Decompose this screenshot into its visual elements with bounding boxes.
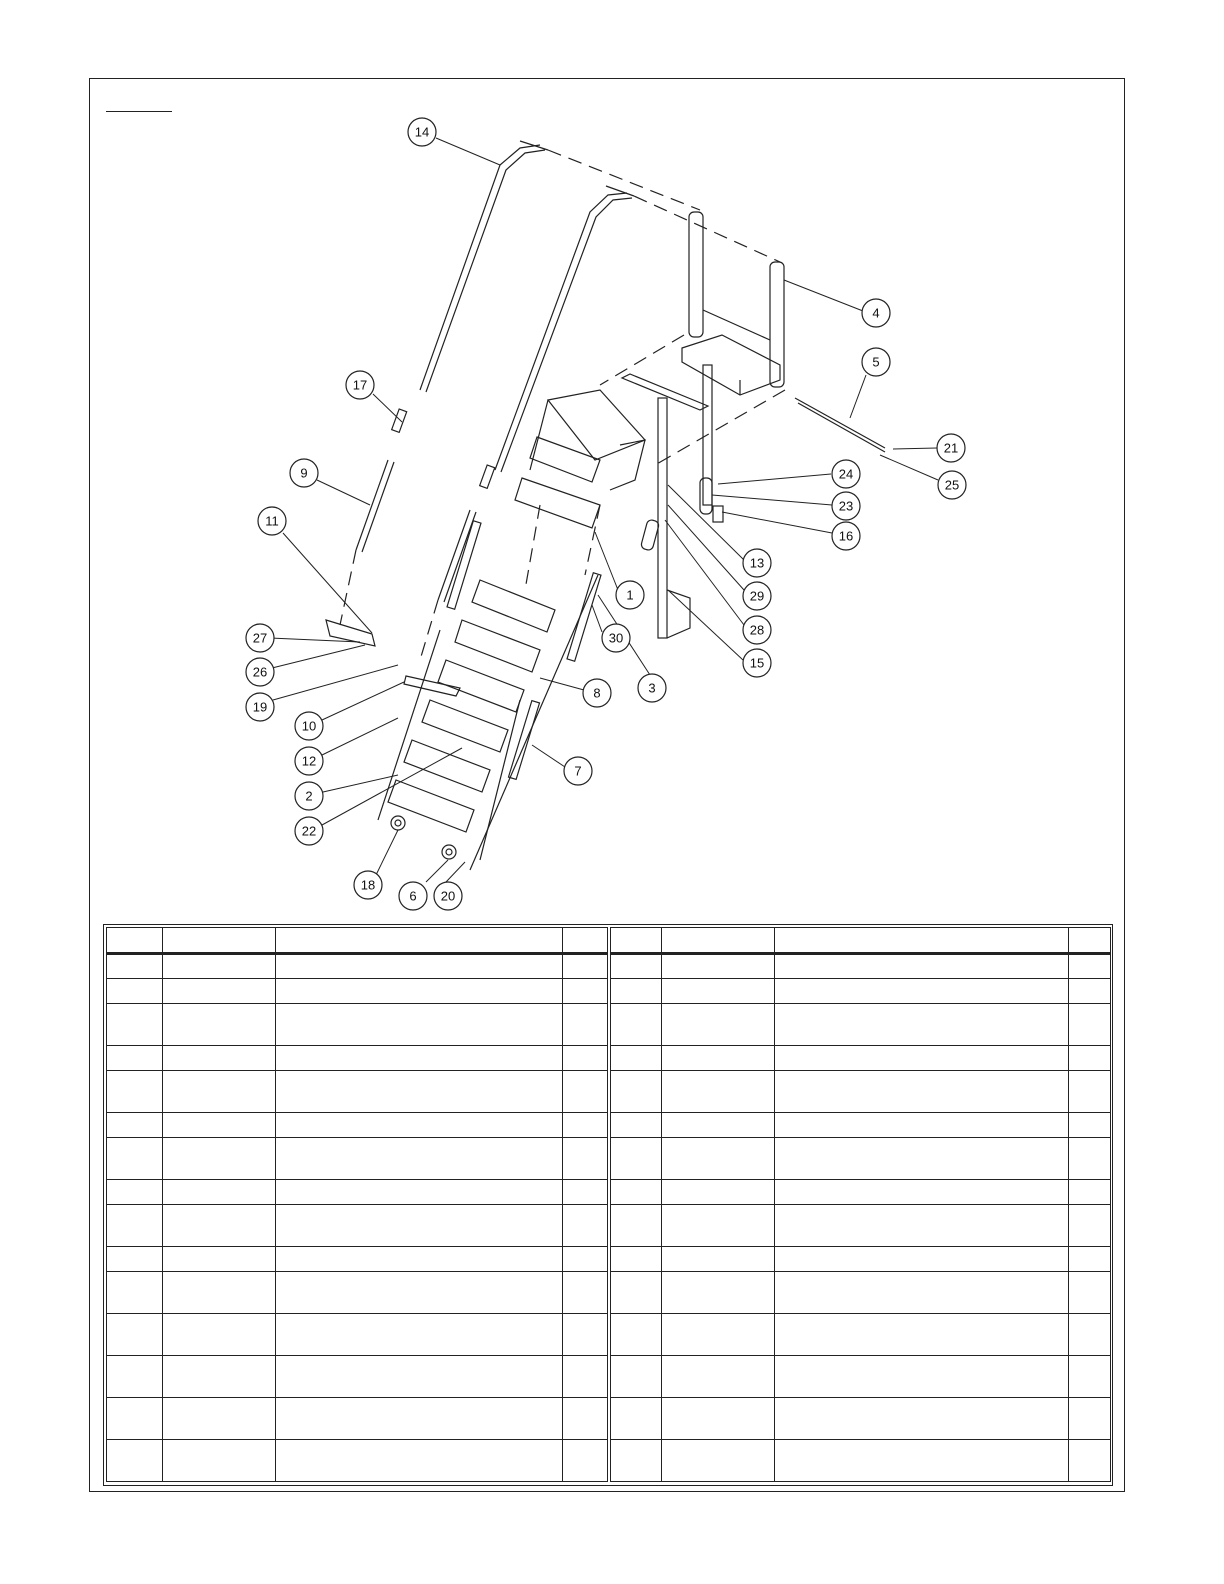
table-cell [107, 1004, 163, 1046]
table-cell [163, 1440, 276, 1482]
table-cell [775, 1205, 1069, 1247]
table-cell [276, 1314, 563, 1356]
table-cell [662, 1071, 775, 1113]
parts-table-left [106, 927, 608, 1482]
table-cell [611, 1205, 662, 1247]
table-row [611, 979, 1111, 1004]
table-cell [163, 1247, 276, 1272]
table-cell [611, 1440, 662, 1482]
table-row [107, 1247, 608, 1272]
table-row [611, 1046, 1111, 1071]
table-cell [276, 954, 563, 979]
table-cell [775, 1180, 1069, 1205]
balloon-22: 22 [301, 823, 317, 839]
table-cell [662, 1272, 775, 1314]
table-cell [662, 1180, 775, 1205]
table-row [107, 1113, 608, 1138]
balloon-7: 7 [574, 763, 582, 779]
table-cell [611, 1356, 662, 1398]
table-cell [775, 1440, 1069, 1482]
table-cell [775, 1398, 1069, 1440]
table-cell [163, 1113, 276, 1138]
balloon-16: 16 [838, 528, 854, 544]
table-row [107, 1440, 608, 1482]
table-cell [163, 1205, 276, 1247]
balloon-28: 28 [749, 622, 765, 638]
table-cell [662, 1046, 775, 1071]
table-row [611, 1138, 1111, 1180]
balloon-1: 1 [626, 587, 634, 603]
table-cell [611, 1004, 662, 1046]
balloon-24: 24 [838, 466, 854, 482]
table-cell [163, 1272, 276, 1314]
table-row [107, 954, 608, 979]
balloon-4: 4 [872, 305, 880, 321]
balloon-19: 19 [252, 699, 268, 715]
table-cell [662, 1314, 775, 1356]
table-cell [662, 954, 775, 979]
table-cell [611, 1247, 662, 1272]
table-cell [276, 1004, 563, 1046]
balloon-26: 26 [252, 664, 268, 680]
balloon-8: 8 [593, 685, 601, 701]
balloon-20: 20 [440, 888, 456, 904]
table-cell [562, 928, 607, 954]
balloon-10: 10 [301, 718, 317, 734]
table-cell [611, 1180, 662, 1205]
table-row [107, 1205, 608, 1247]
table-cell [276, 1247, 563, 1272]
table-cell [611, 1314, 662, 1356]
table-header-row [107, 928, 608, 954]
table-row [611, 1180, 1111, 1205]
table-cell [1069, 1113, 1111, 1138]
table-row [107, 1046, 608, 1071]
table-cell [276, 1440, 563, 1482]
table-cell [107, 1440, 163, 1482]
table-cell [1069, 1272, 1111, 1314]
table-cell [107, 1247, 163, 1272]
table-cell [562, 1138, 607, 1180]
table-cell [1069, 1205, 1111, 1247]
table-cell [775, 1071, 1069, 1113]
balloon-18: 18 [360, 877, 376, 893]
table-cell [662, 1205, 775, 1247]
table-row [107, 1138, 608, 1180]
table-cell [662, 1398, 775, 1440]
table-row [107, 1004, 608, 1046]
table-cell [562, 954, 607, 979]
table-cell [107, 1113, 163, 1138]
table-cell [1069, 1314, 1111, 1356]
balloon-12: 12 [301, 753, 317, 769]
table-cell [562, 1247, 607, 1272]
table-cell [611, 1138, 662, 1180]
table-row [107, 1071, 608, 1113]
left-handrail [356, 141, 548, 552]
table-cell [1069, 928, 1111, 954]
table-cell [562, 1272, 607, 1314]
parts-table [103, 924, 1113, 1486]
table-cell [611, 954, 662, 979]
table-cell [562, 979, 607, 1004]
table-cell [107, 1071, 163, 1113]
balloon-17: 17 [352, 377, 368, 393]
table-row [107, 1180, 608, 1205]
table-cell [107, 1180, 163, 1205]
table-cell [107, 1356, 163, 1398]
table-cell [163, 1180, 276, 1205]
table-cell [1069, 1071, 1111, 1113]
table-cell [562, 1113, 607, 1138]
balloon-11: 11 [265, 513, 279, 529]
table-cell [662, 928, 775, 954]
table-cell [775, 1272, 1069, 1314]
table-cell [1069, 1247, 1111, 1272]
table-cell [163, 928, 276, 954]
table-cell [775, 1004, 1069, 1046]
table-cell [562, 1440, 607, 1482]
table-cell [1069, 1046, 1111, 1071]
table-row [611, 1113, 1111, 1138]
table-cell [562, 1398, 607, 1440]
table-cell [163, 1004, 276, 1046]
table-cell [276, 1205, 563, 1247]
table-header-row [611, 928, 1111, 954]
balloon-3: 3 [648, 680, 656, 696]
table-cell [1069, 1138, 1111, 1180]
table-cell [775, 954, 1069, 979]
table-cell [775, 1113, 1069, 1138]
table-cell [1069, 979, 1111, 1004]
table-cell [662, 1356, 775, 1398]
table-cell [662, 1440, 775, 1482]
table-cell [562, 1046, 607, 1071]
table-cell [107, 979, 163, 1004]
table-cell [276, 1398, 563, 1440]
table-cell [611, 1046, 662, 1071]
balloon-25: 25 [944, 477, 960, 493]
table-cell [1069, 1004, 1111, 1046]
table-row [611, 1247, 1111, 1272]
table-cell [276, 1272, 563, 1314]
table-cell [1069, 954, 1111, 979]
table-cell [662, 979, 775, 1004]
table-row [611, 1440, 1111, 1482]
table-row [611, 1272, 1111, 1314]
table-cell [276, 1113, 563, 1138]
balloon-29: 29 [749, 588, 765, 604]
table-row [611, 954, 1111, 979]
balloon-30: 30 [608, 630, 624, 646]
table-cell [662, 1113, 775, 1138]
table-cell [107, 1138, 163, 1180]
table-row [611, 1314, 1111, 1356]
balloon-27: 27 [252, 630, 268, 646]
table-cell [562, 1004, 607, 1046]
table-row [611, 1398, 1111, 1440]
table-cell [276, 979, 563, 1004]
balloon-21: 21 [943, 440, 959, 456]
table-row [107, 1272, 608, 1314]
balloon-14: 14 [414, 124, 430, 140]
table-cell [775, 1356, 1069, 1398]
table-cell [276, 1046, 563, 1071]
table-cell [107, 1398, 163, 1440]
table-cell [662, 1138, 775, 1180]
table-cell [276, 928, 563, 954]
table-cell [562, 1205, 607, 1247]
balloon-13: 13 [749, 555, 765, 571]
table-cell [163, 1071, 276, 1113]
table-cell [163, 1398, 276, 1440]
table-cell [662, 1004, 775, 1046]
table-cell [611, 928, 662, 954]
table-cell [163, 1356, 276, 1398]
table-cell [775, 1046, 1069, 1071]
table-cell [163, 1314, 276, 1356]
table-cell [775, 979, 1069, 1004]
table-row [611, 1071, 1111, 1113]
table-cell [775, 1138, 1069, 1180]
table-row [107, 1398, 608, 1440]
parts-table-right [610, 927, 1111, 1482]
table-cell [1069, 1398, 1111, 1440]
table-cell [276, 1180, 563, 1205]
table-cell [107, 1205, 163, 1247]
table-cell [611, 1071, 662, 1113]
table-cell [107, 1046, 163, 1071]
table-cell [611, 1113, 662, 1138]
platform-rails [622, 212, 784, 505]
table-cell [163, 1138, 276, 1180]
table-cell [107, 928, 163, 954]
balloon-9: 9 [300, 465, 308, 481]
table-cell [775, 928, 1069, 954]
table-row [611, 1205, 1111, 1247]
support-leg [640, 398, 723, 638]
table-cell [775, 1314, 1069, 1356]
table-cell [276, 1071, 563, 1113]
table-cell [562, 1071, 607, 1113]
table-cell [1069, 1180, 1111, 1205]
table-cell [107, 1314, 163, 1356]
table-row [611, 1356, 1111, 1398]
table-cell [662, 1247, 775, 1272]
table-row [107, 1356, 608, 1398]
table-row [611, 1004, 1111, 1046]
table-cell [562, 1180, 607, 1205]
table-cell [276, 1356, 563, 1398]
table-cell [107, 1272, 163, 1314]
table-cell [611, 979, 662, 1004]
table-cell [107, 954, 163, 979]
table-cell [163, 979, 276, 1004]
table-cell [775, 1247, 1069, 1272]
table-cell [163, 1046, 276, 1071]
table-cell [1069, 1356, 1111, 1398]
balloon-15: 15 [749, 655, 765, 671]
table-cell [163, 954, 276, 979]
table-cell [611, 1272, 662, 1314]
table-row [107, 1314, 608, 1356]
table-cell [562, 1356, 607, 1398]
balloon-2: 2 [305, 788, 313, 804]
balloon-5: 5 [872, 354, 880, 370]
top-landing [530, 390, 645, 490]
table-cell [611, 1398, 662, 1440]
balloon-23: 23 [838, 498, 854, 514]
table-cell [276, 1138, 563, 1180]
balloon-6: 6 [409, 888, 417, 904]
table-row [107, 979, 608, 1004]
table-cell [1069, 1440, 1111, 1482]
table-cell [562, 1314, 607, 1356]
